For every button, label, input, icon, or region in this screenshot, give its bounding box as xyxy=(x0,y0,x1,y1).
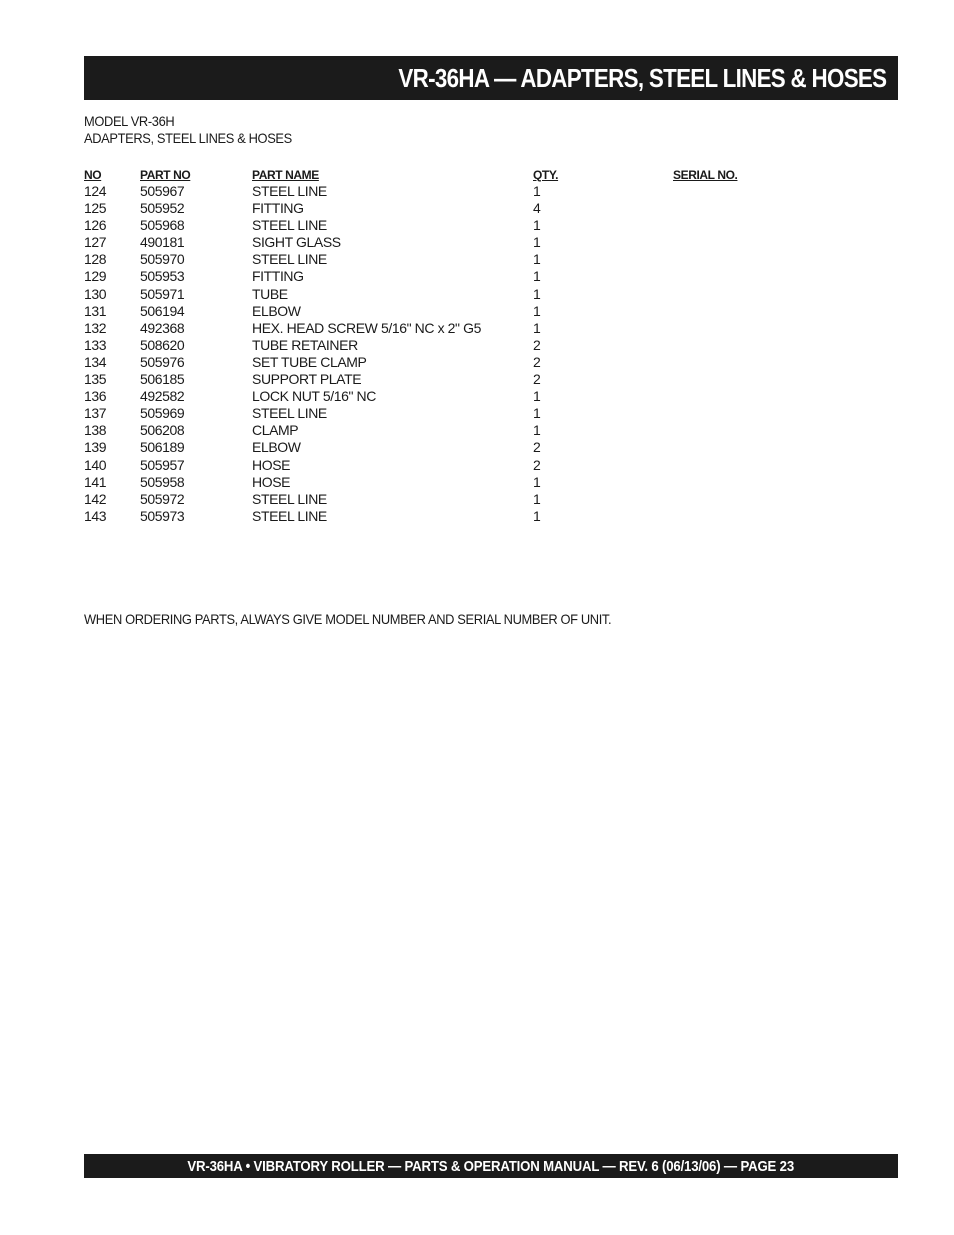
cell-part-name: STEEL LINE xyxy=(252,217,327,234)
cell-no: 130 xyxy=(84,285,107,302)
header-serial-no: SERIAL NO. xyxy=(673,168,738,182)
cell-part-name: STEEL LINE xyxy=(252,405,327,422)
cell-part-no: 508620 xyxy=(140,336,185,353)
model-line: MODEL VR-36H xyxy=(84,113,175,129)
cell-part-no: 505953 xyxy=(140,268,185,285)
cell-part-name: STEEL LINE xyxy=(252,251,327,268)
page-header-bar xyxy=(84,56,898,100)
cell-no: 129 xyxy=(84,268,107,285)
header-part-no: PART NO xyxy=(140,168,191,182)
cell-part-name: HOSE xyxy=(252,456,291,473)
cell-no: 142 xyxy=(84,490,107,507)
cell-part-no: 506189 xyxy=(140,439,185,456)
cell-part-no: 505969 xyxy=(140,405,185,422)
cell-part-name: FITTING xyxy=(252,200,304,217)
cell-qty: 2 xyxy=(533,456,541,473)
cell-qty: 1 xyxy=(533,473,541,490)
cell-no: 140 xyxy=(84,456,107,473)
cell-no: 128 xyxy=(84,251,107,268)
cell-part-no: 492368 xyxy=(140,319,185,336)
page-footer-bar xyxy=(84,1154,898,1178)
cell-no: 138 xyxy=(84,422,107,439)
cell-part-no: 505971 xyxy=(140,285,185,302)
cell-qty: 1 xyxy=(533,405,541,422)
cell-qty: 1 xyxy=(533,388,541,405)
ordering-note: WHEN ORDERING PARTS, ALWAYS GIVE MODEL NUMBER AND SERIAL NUMBER OF UNIT. xyxy=(84,611,612,627)
cell-no: 125 xyxy=(84,200,107,217)
cell-part-no: 506208 xyxy=(140,422,185,439)
cell-qty: 1 xyxy=(533,319,541,336)
cell-qty: 1 xyxy=(533,422,541,439)
cell-no: 126 xyxy=(84,217,107,234)
cell-no: 131 xyxy=(84,302,107,319)
page-title: VR-36HA — ADAPTERS, STEEL LINES & HOSES xyxy=(398,62,886,93)
section-line: ADAPTERS, STEEL LINES & HOSES xyxy=(84,130,292,146)
cell-qty: 1 xyxy=(533,302,541,319)
cell-part-name: SUPPORT PLATE xyxy=(252,371,362,388)
cell-qty: 1 xyxy=(533,251,541,268)
cell-part-no: 505968 xyxy=(140,217,185,234)
cell-no: 141 xyxy=(84,473,107,490)
cell-no: 135 xyxy=(84,371,107,388)
cell-qty: 2 xyxy=(533,353,541,370)
cell-part-name: ELBOW xyxy=(252,302,301,319)
model-info xyxy=(84,113,292,147)
cell-part-no: 506194 xyxy=(140,302,185,319)
cell-part-no: 505976 xyxy=(140,353,185,370)
cell-part-no: 505972 xyxy=(140,490,185,507)
cell-no: 133 xyxy=(84,336,107,353)
header-part-name: PART NAME xyxy=(252,168,319,182)
cell-no: 139 xyxy=(84,439,107,456)
cell-part-no: 506185 xyxy=(140,371,185,388)
cell-part-name: HEX. HEAD SCREW 5/16" NC x 2" G5 xyxy=(252,319,481,336)
cell-no: 143 xyxy=(84,507,107,524)
cell-no: 127 xyxy=(84,234,107,251)
cell-part-no: 505958 xyxy=(140,473,185,490)
header-no: NO xyxy=(84,168,102,182)
cell-part-name: TUBE RETAINER xyxy=(252,336,358,353)
cell-part-name: ELBOW xyxy=(252,439,301,456)
cell-no: 136 xyxy=(84,388,107,405)
cell-part-no: 490181 xyxy=(140,234,185,251)
cell-part-no: 492582 xyxy=(140,388,185,405)
cell-part-name: STEEL LINE xyxy=(252,490,327,507)
cell-part-no: 505952 xyxy=(140,200,185,217)
cell-qty: 2 xyxy=(533,371,541,388)
cell-part-name: CLAMP xyxy=(252,422,299,439)
cell-part-no: 505967 xyxy=(140,183,185,199)
cell-part-name: SET TUBE CLAMP xyxy=(252,353,367,370)
cell-qty: 1 xyxy=(533,234,541,251)
cell-qty: 1 xyxy=(533,268,541,285)
cell-no: 134 xyxy=(84,353,107,370)
cell-qty: 1 xyxy=(533,507,541,524)
cell-qty: 1 xyxy=(533,217,541,234)
cell-qty: 1 xyxy=(533,183,541,199)
cell-part-name: FITTING xyxy=(252,268,304,285)
cell-part-name: SIGHT GLASS xyxy=(252,234,341,251)
cell-part-no: 505973 xyxy=(140,507,185,524)
cell-qty: 1 xyxy=(533,285,541,302)
cell-qty: 4 xyxy=(533,200,541,217)
cell-qty: 2 xyxy=(533,439,541,456)
cell-part-name: HOSE xyxy=(252,473,291,490)
cell-part-no: 505970 xyxy=(140,251,185,268)
cell-part-name: STEEL LINE xyxy=(252,183,327,199)
cell-part-name: TUBE xyxy=(252,285,288,302)
cell-part-no: 505957 xyxy=(140,456,185,473)
cell-no: 124 xyxy=(84,183,107,199)
cell-no: 137 xyxy=(84,405,107,422)
header-qty: QTY. xyxy=(533,168,559,182)
cell-part-name: LOCK NUT 5/16" NC xyxy=(252,388,376,405)
cell-no: 132 xyxy=(84,319,107,336)
footer-text: VR-36HA • VIBRATORY ROLLER — PARTS & OPERATION MANUAL — REV. 6 (06/13/06) — PAGE 23 xyxy=(187,1157,795,1175)
cell-qty: 2 xyxy=(533,336,541,353)
cell-part-name: STEEL LINE xyxy=(252,507,327,524)
cell-qty: 1 xyxy=(533,490,541,507)
